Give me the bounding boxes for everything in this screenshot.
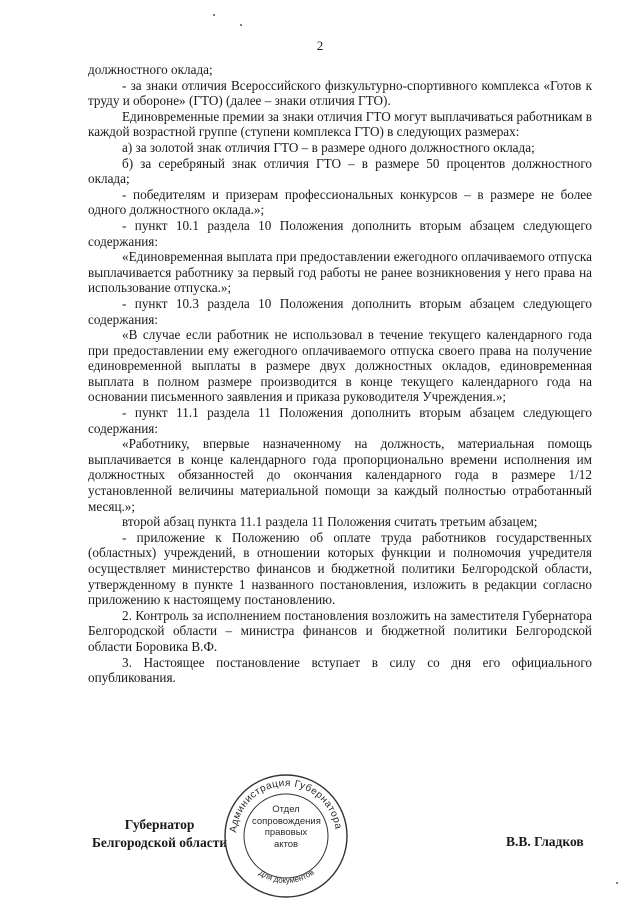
paragraph: - приложение к Положению об оплате труда работников государственных (областных) учреждений, в отношении которых функции и полномочия учредителя осуществляет министерство финансов и бюджетной политики Белгородской области, утвержденному в пункте 1 названного постановления, изложить в редакции согласно приложению к настоящему постановлению. <box>88 529 592 608</box>
seal-bottom-text: Для документов <box>257 867 316 886</box>
paragraph: «В случае если работник не использовал в течение текущего календарного года при предоставлении ему ежегодного оплачиваемого отпуска своего права на получение единовременной выплаты в размере двух должностных окладов, единовременная выплата в полном размере производится в конце текущего календарного года на основании письменного заявления и приказа руководителя Учреждения.»; <box>88 327 592 405</box>
seal-ring-text: Администрация Губернатора <box>228 777 344 834</box>
paragraph: б) за серебряный знак отличия ГТО – в размере 50 процентов должностного оклада; <box>88 155 592 187</box>
official-seal <box>222 772 350 900</box>
paragraph: 2. Контроль за исполнением постановления возложить на заместителя Губернатора Белгородской области – министра финансов и бюджетной политики Белгородской области Боровика В.Ф. <box>88 607 592 654</box>
seal-center-line: актов <box>273 838 299 850</box>
paragraph: второй абзац пункта 11.1 раздела 11 Положения считать третьим абзацем; <box>122 514 538 530</box>
document-body <box>88 62 592 686</box>
scan-speck <box>616 882 618 884</box>
paragraph: Единовременные премии за знаки отличия ГТО могут выплачиваться работникам в каждой возрастной группе (ступени комплекса ГТО) в следующих размерах: <box>88 108 592 140</box>
seal-center-line: правовых <box>264 827 308 838</box>
scan-speck <box>240 24 242 26</box>
paragraph: - пункт 11.1 раздела 11 Положения дополнить вторым абзацем следующего содержания: <box>88 405 592 436</box>
page-number: 2 <box>316 38 324 53</box>
paragraph: - пункт 10.3 раздела 10 Положения дополнить вторым абзацем следующего содержания: <box>88 295 592 327</box>
signature-title <box>92 816 227 852</box>
seal-center-line: сопровождения <box>252 815 321 827</box>
seal-center-line: Отдел <box>272 804 300 815</box>
paragraph: должностного оклада; <box>88 62 213 77</box>
paragraph: «Единовременная выплата при предоставлении ежегодного оплачиваемого отпуска выплачивается работнику за первый год работы не ранее возникновения у него права на использование отпуска.»; <box>88 249 592 296</box>
signature-title-line2: Белгородской области <box>92 835 228 850</box>
paragraph: 3. Настоящее постановление вступает в силу со дня его официального опубликования. <box>88 654 592 686</box>
paragraph: - за знаки отличия Всероссийского физкультурно-спортивного комплекса «Готов к труду и обороне» (ГТО) (далее – знаки отличия ГТО). <box>88 77 592 109</box>
paragraph: - победителям и призерам профессиональных конкурсов – в размере не более одного должностного оклада.»; <box>88 186 592 218</box>
paragraph: «Работнику, впервые назначенному на должность, материальная помощь выплачивается в конце календарного года пропорционально времени исполнения им должностных обязанностей до окончания календарного года в размере 1/12 установленной величины материальной помощи за каждый полностью отработанный месяц.»; <box>88 436 592 514</box>
signatory-name: В.В. Гладков <box>506 834 584 849</box>
seal-center-text <box>252 804 320 850</box>
paragraph: - пункт 10.1 раздела 10 Положения дополнить вторым абзацем следующего содержания: <box>88 217 592 249</box>
svg-text:Для документов <box>257 868 315 885</box>
signature-title-line1: Губернатор <box>124 817 195 832</box>
scan-speck <box>213 14 215 16</box>
paragraph: а) за золотой знак отличия ГТО – в размере одного должностного оклада; <box>122 139 535 155</box>
